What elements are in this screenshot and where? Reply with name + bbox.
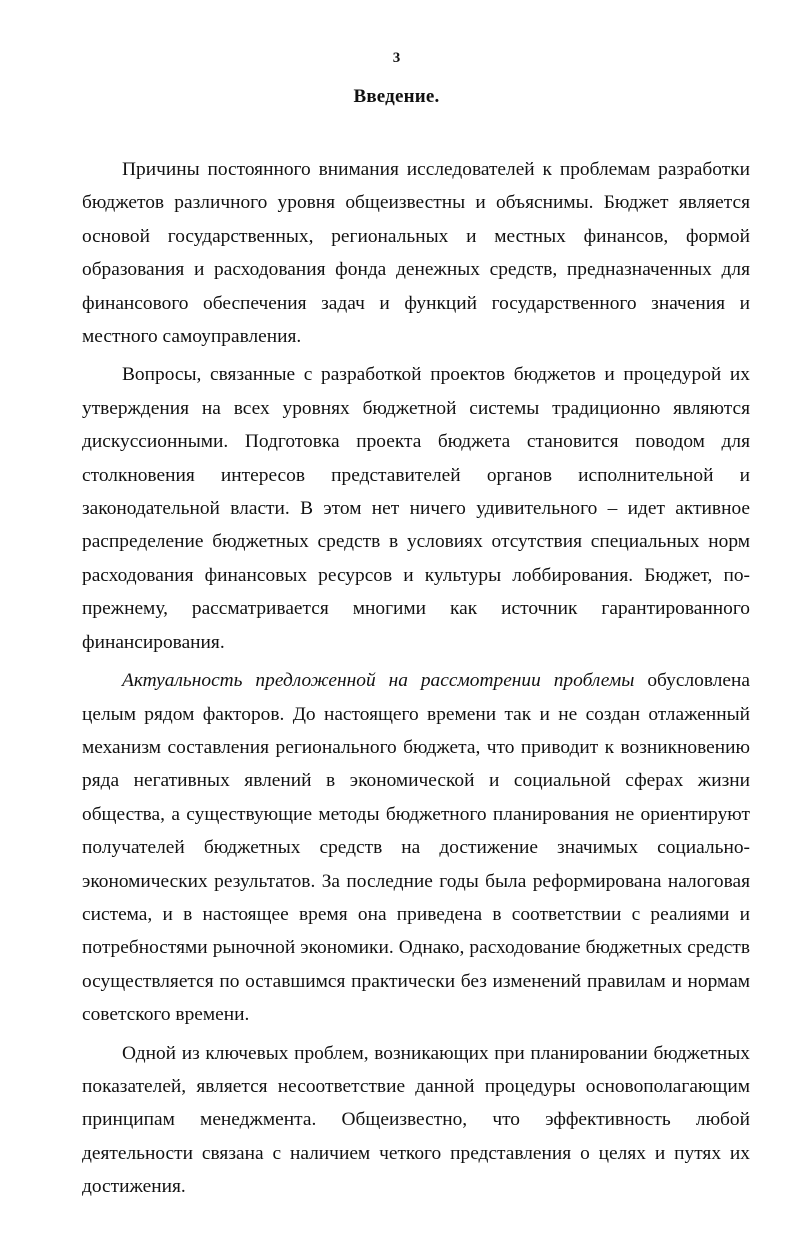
paragraph-1-text: Причины постоянного внимания исследователей к проблемам разработки бюджетов различного уровня общеизвестны и объяснимы. Бюджет является основой государственных, региональных и местных финансов, формой образования и расходования фонда денежных средств, предназначенных для финансового обеспечения задач и функций государственного значения и местного самоуправления.	[82, 159, 750, 348]
paragraph-2-text: Вопросы, связанные с разработкой проектов бюджетов и процедурой их утверждения на всех уровнях бюджетной системы традиционно являются дискуссионными. Подготовка проекта бюджета становится поводом для столкновения интересов представителей органов исполнительной и законодательной власти. В этом нет ничего удивительного – идет активное распределение бюджетных средств в условиях отсутствия специальных норм расходования финансовых ресурсов и культуры лоббирования. Бюджет, по-прежнему, рассматривается многими как источник гарантированного финансирования.	[82, 364, 750, 653]
page-number: 3	[392, 50, 401, 66]
paragraph-3	[82, 664, 750, 1031]
paragraph-1	[82, 153, 750, 353]
paragraph-4-text: Одной из ключевых проблем, возникающих при планировании бюджетных показателей, является несоответствие данной процедуры основополагающим принципам менеджмента. Общеизвестно, что эффективность любой деятельности связана с наличием четкого представления о целях и путях их достижения.	[82, 1042, 750, 1198]
section-heading: Введение.	[353, 86, 440, 107]
paragraph-4	[82, 1037, 750, 1204]
body-text	[82, 153, 750, 1204]
paragraph-3-text: обусловлена целым рядом факторов. До настоящего времени так и не создан отлаженный механизм составления регионального бюджета, что приводит к возникновению ряда негативных явлений в экономической и социальной сферах жизни общества, а существующие методы бюджетного планирования не ориентируют получателей бюджетных средств на достижение значимых социально-экономических результатов. За последние годы была реформирована налоговая система, и в настоящее время она приведена в соответствии с реалиями и потребностями рыночной экономики. Однако, расходование бюджетных средств осуществляется по оставшимся практически без изменений правилам и нормам советского времени.	[82, 670, 750, 1026]
paragraph-2	[82, 358, 750, 659]
paragraph-3-italic-lead: Актуальность предложенной на рассмотрении проблемы	[122, 670, 635, 692]
